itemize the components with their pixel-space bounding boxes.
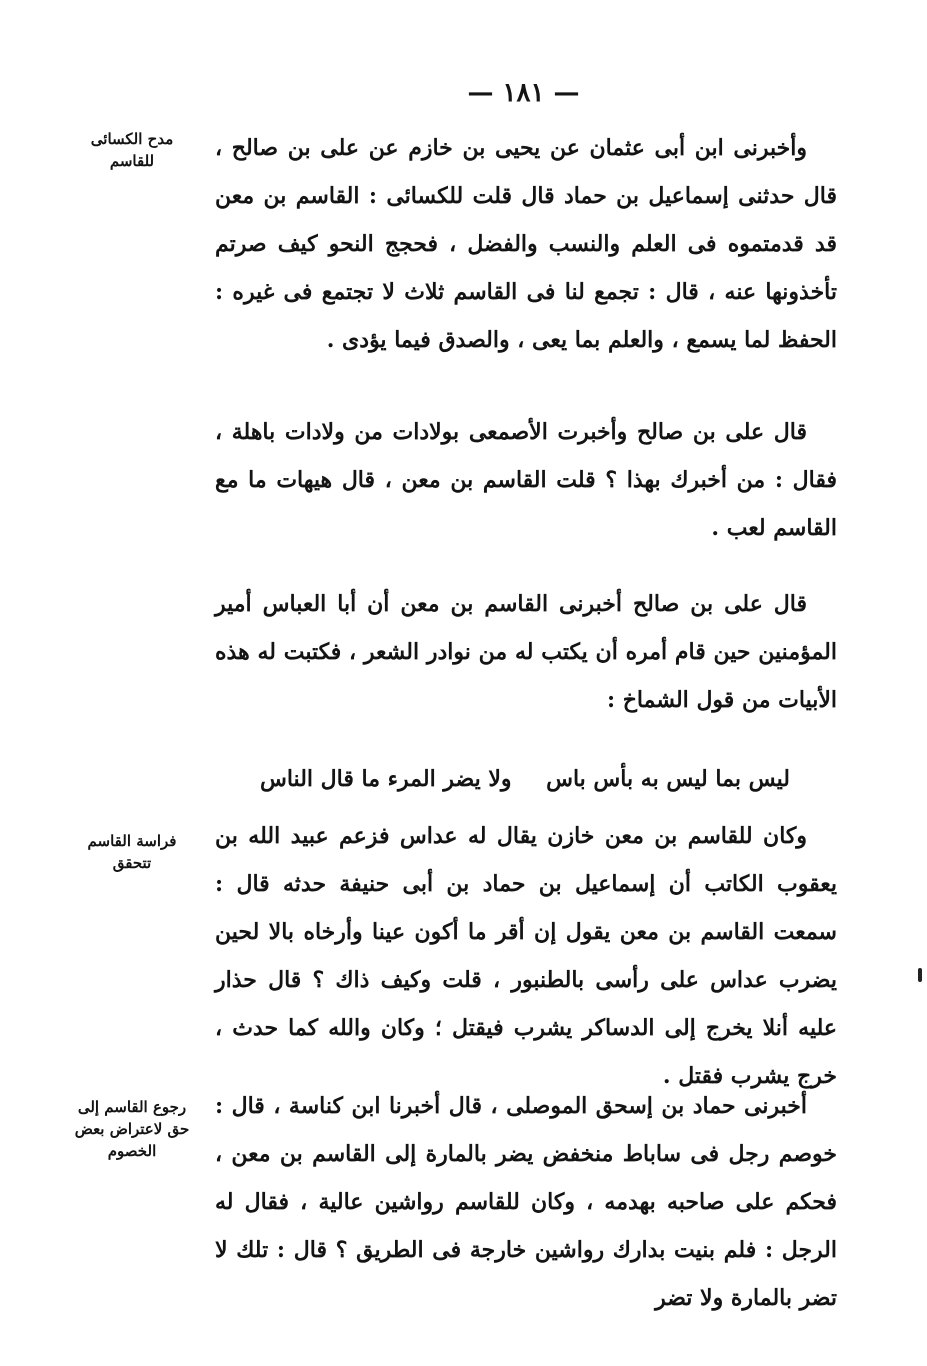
margin-note-correction: رجوع القاسم إلى حق لاعتراض بعض الخصوم [74,1098,190,1160]
paragraph-3: قال على بن صالح أخبرنى القاسم بن معن أن أبا العباس أمير المؤمنين حين قام أمره أن يكتب له من نوادر الشعر ، فكتبت له هذه الأبيات من قول الشماخ : [215,591,837,713]
paragraph-1: وأخبرنى ابن أبى عثمان عن يحيى بن خازم عن على بن صالح ، قال حدثنى إسماعيل بن حماد قال قلت للكسائى : القاسم بن معن قد قدمتموه فى العلم والنسب والفضل ، فحجج النحو كيف صرتم تأخذونها عنه ، قال : تجمع لنا فى القاسم ثلاث لا تجتمع فى غيره : الحفظ لما يسمع ، والعلم بما يعى ، والصدق فيما يؤدى . [215,135,837,353]
paragraph-1-block [215,124,837,364]
paragraph-4-block [215,812,837,1100]
verse-first-hemistich: ليس بما ليس به بأس باس [546,766,790,792]
paragraph-3-block [215,580,837,724]
verse-second-hemistich: ولا يضر المرء ما قال الناس [260,766,512,792]
paragraph-2-block [215,408,837,552]
paragraph-5: أخبرنى حماد بن إسحق الموصلى ، قال أخبرنا ابن كناسة ، قال : خوصم رجل فى ساباط منخفض يضر بالمارة إلى القاسم بن معن ، فحكم على صاحبه بهدمه ، وكان للقاسم رواشين عالية ، فقال له الرجل : فلم بنيت بدارك رواشين خارجة فى الطريق ؟ قال : تلك لا تضر بالمارة ولا تضر [215,1093,837,1311]
margin-note-praise: مدح الكسائى للقاسم [90,130,174,170]
verse-line [230,760,790,804]
margin-note-insight: فراسة القاسم تتحقق [87,832,177,872]
paragraph-5-block [215,1082,837,1322]
paragraph-2: قال على بن صالح وأخبرت الأصمعى بولادات من ولادات باهلة ، فقال : من أخبرك بهذا ؟ قلت القاسم بن معن ، قال هيهات ما مع القاسم لعب . [215,419,837,541]
page-number: — ١٨١ — [467,78,580,108]
page-edge-mark [918,968,922,982]
paragraph-4: وكان للقاسم بن معن خازن يقال له عداس فزعم عبيد الله بن يعقوب الكاتب أن إسماعيل بن حماد بن أبى حنيفة حدثه قال : سمعت القاسم بن معن يقول إن أقر ما أكون عينا وأرخاه بالا لحين يضرب عداس على رأسى بالطنبور ، قلت وكيف ذاك ؟ قال حذار عليه أنلا يخرج إلى الدساكر يشرب فيقتل ؛ وكان والله كما حدث ، خرج يشرب فقتل . [215,823,837,1089]
